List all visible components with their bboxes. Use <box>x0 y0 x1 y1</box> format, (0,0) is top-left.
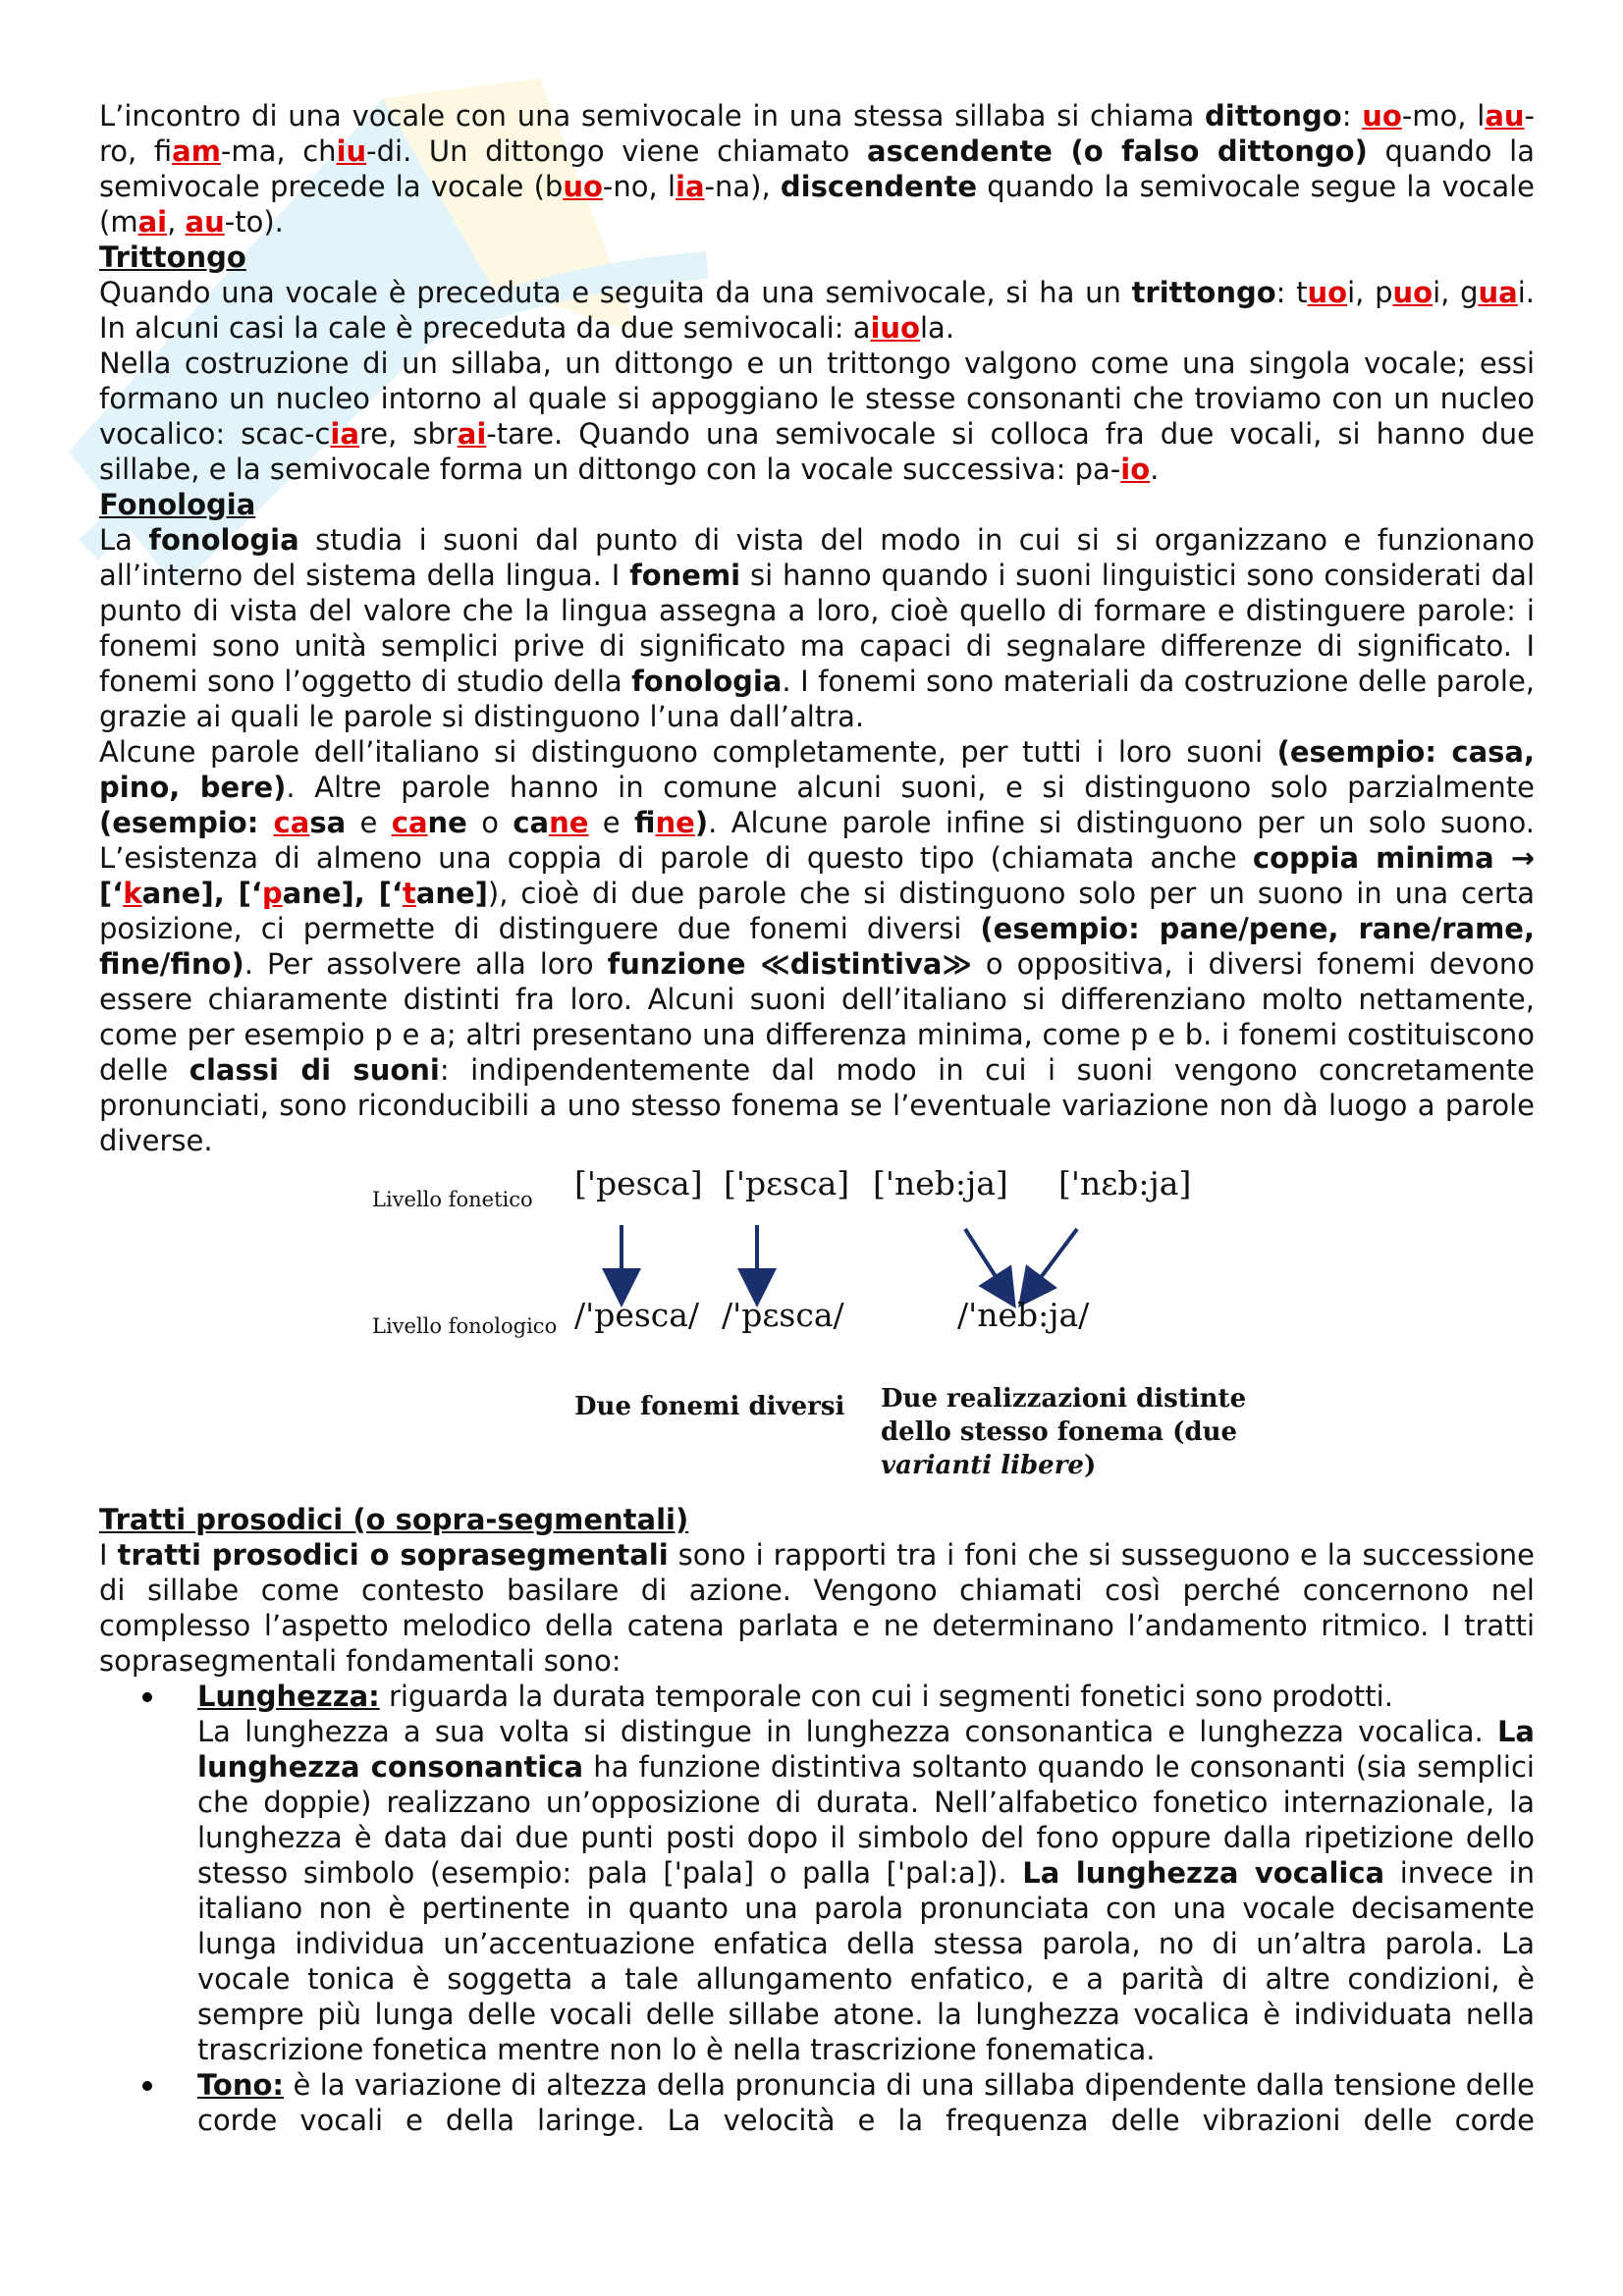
heading-fonologia: Fonologia <box>99 488 256 521</box>
paragraph-trittongo: Quando una vocale è preceduta e seguita da una semivocale, si ha un trittongo: tuoi, puoi, guai. In alcuni casi la cale è preceduta da due semivocali: aiuola. <box>99 276 1535 345</box>
phone-nebbia-open: ['nεb:ja] <box>1058 1164 1192 1202</box>
heading-trittongo: Trittongo <box>99 240 246 274</box>
paragraph-tratti-prosodici: I tratti prosodici o soprasegmentali sono i rapporti tra i foni che si susseguono e la successione di sillabe come contesto basilare di azione. Vengono chiamati così perché concernono nel complesso l’aspetto melodico della catena parlata e ne determinano l’andamento ritmico. I tratti soprasegmentali fondamentali sono: <box>99 1538 1535 1678</box>
phoneme-diagram <box>99 1158 1535 1502</box>
phone-pesca-open: ['pεsca] <box>724 1164 850 1202</box>
paragraph-sillaba: Nella costruzione di un sillaba, un dittongo e un trittongo valgono come una singola vocale; essi formano un nucleo intorno al quale si appoggiano le stesse consonanti che troviamo con un nucleo vocalico: scac-ciare, sbrai-tare. Quando una semivocale si colloca fra due vocali, si hanno due sillabe, e la semivocale forma un dittongo con la vocale successiva: pa-io. <box>99 347 1535 486</box>
caption-varianti: Due realizzazioni distinte dello stesso fonema (due varianti libere) <box>881 1384 1247 1480</box>
heading-tratti-prosodici: Tratti prosodici (o sopra-segmentali) <box>99 1503 689 1536</box>
list-item-tono: Tono: è la variazione di altezza della pronuncia di una sillaba dipendente dalla tensione delle corde vocali e della laringe. La velocità e la frequenza delle vibrazioni delle corde <box>99 2067 1535 2138</box>
phoneme-pesca-closed: /'pesca/ <box>574 1296 700 1334</box>
bullet-icon <box>142 2081 152 2091</box>
paragraph-fonologia: La fonologia studia i suoni dal punto di vista del modo in cui si si organizzano e funzionano all’interno del sistema della lingua. I fonemi si hanno quando i suoni linguistici sono considerati dal punto di vista del valore che la lingua assegna a loro, cioè quello di formare e distinguere parole: i fonemi sono unità semplici prive di significato ma capaci di segnalare differenze di significato. I fonemi sono l’oggetto di studio della fonologia. I fonemi sono materiali da costruzione delle parole, grazie ai quali le parole si distinguono l’una dall’altra. <box>99 523 1536 733</box>
arrow-4 <box>1030 1229 1077 1292</box>
bullet-icon <box>142 1692 152 1702</box>
phoneme-pesca-open: /'pεsca/ <box>722 1296 844 1334</box>
phone-pesca-closed: ['pesca] <box>574 1164 703 1202</box>
list-item-lunghezza: Lunghezza: riguarda la durata temporale con cui i segmenti fonetici sono prodotti. La lunghezza a sua volta si distingue in lunghezza consonantica e lunghezza vocalica. La lunghezza consonantica ha funzione distintiva soltanto quando le consonanti (sia semplici che doppie) realizzano un’opposizione di durata. Nell’alfabetico fonetico internazionale, la lunghezza è data dai due punti posti dopo il simbolo del fono oppure dalla ripetizione dello stesso simbolo (esempio: pala ['pala] o palla ['pal:a]). La lunghezza vocalica invece in italiano non è pertinente in quanto una parola pronunciata con una vocale decisamente lunga individua un’accentuazione enfatica della stessa parola, no di un’altra parola. La vocale tonica è soggetta a tale allungamento enfatico, e a parità di altre condizioni, è sempre più lunga delle vocali delle sillabe atone. la lunghezza vocalica è individuata nella trascrizione fonetica mentre non lo è nella trascrizione fonematica. <box>99 1679 1535 2067</box>
caption-due-fonemi: Due fonemi diversi <box>574 1392 845 1421</box>
label-livello-fonetico: Livello fonetico <box>372 1188 533 1211</box>
phone-nebbia-closed: ['neb:ja] <box>873 1164 1008 1202</box>
arrow-3 <box>965 1229 1005 1292</box>
document-page <box>99 98 1535 2138</box>
phoneme-nebbia: /'neb:ja/ <box>957 1296 1090 1334</box>
bullet-list <box>99 1679 1535 2138</box>
label-livello-fonologico: Livello fonologico <box>372 1314 558 1338</box>
paragraph-dittongo: L’incontro di una vocale con una semivocale in una stessa sillaba si chiama dittongo: uo-mo, lau-ro, fiam-ma, chiu-di. Un dittongo viene chiamato ascendente (o falso dittongo) quando la semivocale precede la vocale (buo-no, lia-na), discendente quando la semivocale segue la vocale (mai, au-to). <box>99 99 1535 239</box>
paragraph-coppia-minima: Alcune parole dell’italiano si distinguono completamente, per tutti i loro suoni (esempio: casa, pino, bere). Altre parole hanno in comune alcuni suoni, e si distinguono solo parzialmente (esempio: casa e cane o cane e fine). Alcune parole infine si distinguono per un solo suono. L’esistenza di almeno una coppia di parole di questo tipo (chiamata anche coppia minima → [‘kane], [‘pane], [‘tane]), cioè di due parole che si distinguono solo per un suono in una certa posizione, ci permette di distinguere due fonemi diversi (esempio: pane/pene, rane/rame, fine/fino). Per assolvere alla loro funzione ≪distintiva≫ o oppositiva, i diversi fonemi devono essere chiaramente distinti fra loro. Alcuni suoni dell’italiano si differenziano molto nettamente, come per esempio p e a; altri presentano una differenza minima, come p e b. i fonemi costituiscono delle classi di suoni: indipendentemente dal modo in cui i suoni vengono concretamente pronunciati, sono riconducibili a uno stesso fonema se l’eventuale variazione non dà luogo a parole diverse. <box>99 735 1536 1157</box>
